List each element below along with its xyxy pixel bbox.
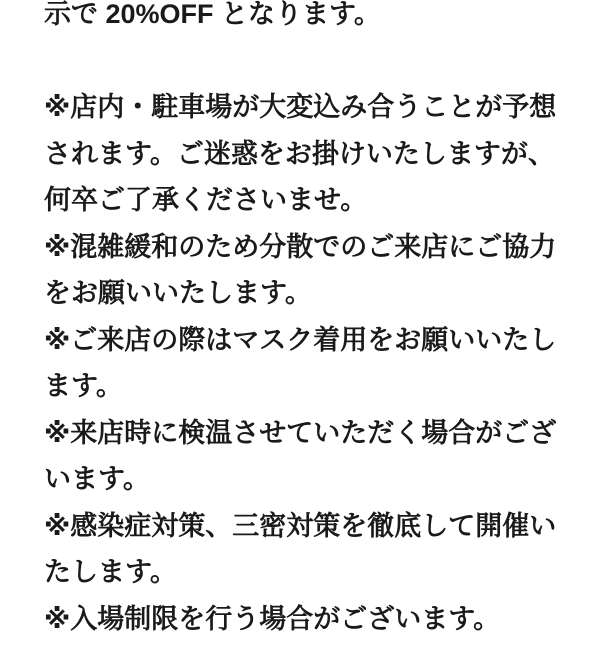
notice-text-block <box>44 0 565 642</box>
note-paragraph: ※感染症対策、三密対策を徹底して開催いたします。 <box>44 510 557 587</box>
note-paragraph: ※混雑緩和のため分散でのご来店にご協力をお願いいたします。 <box>44 231 557 308</box>
discount-note-line: 示で 20%OFF となります。 <box>44 0 381 29</box>
note-paragraph: ※来店時に検温させていただく場合がございます。 <box>44 417 557 494</box>
notes-list <box>44 84 565 642</box>
note-paragraph: ※店内・駐車場が大変込み合うことが予想されます。ご迷惑をお掛けいたしますが、何卒ご了承くださいませ。 <box>44 92 557 215</box>
note-paragraph: ※ご来店の際はマスク着用をお願いいたします。 <box>44 324 557 401</box>
note-paragraph: ※入場制限を行う場合がございます。 <box>44 603 501 634</box>
